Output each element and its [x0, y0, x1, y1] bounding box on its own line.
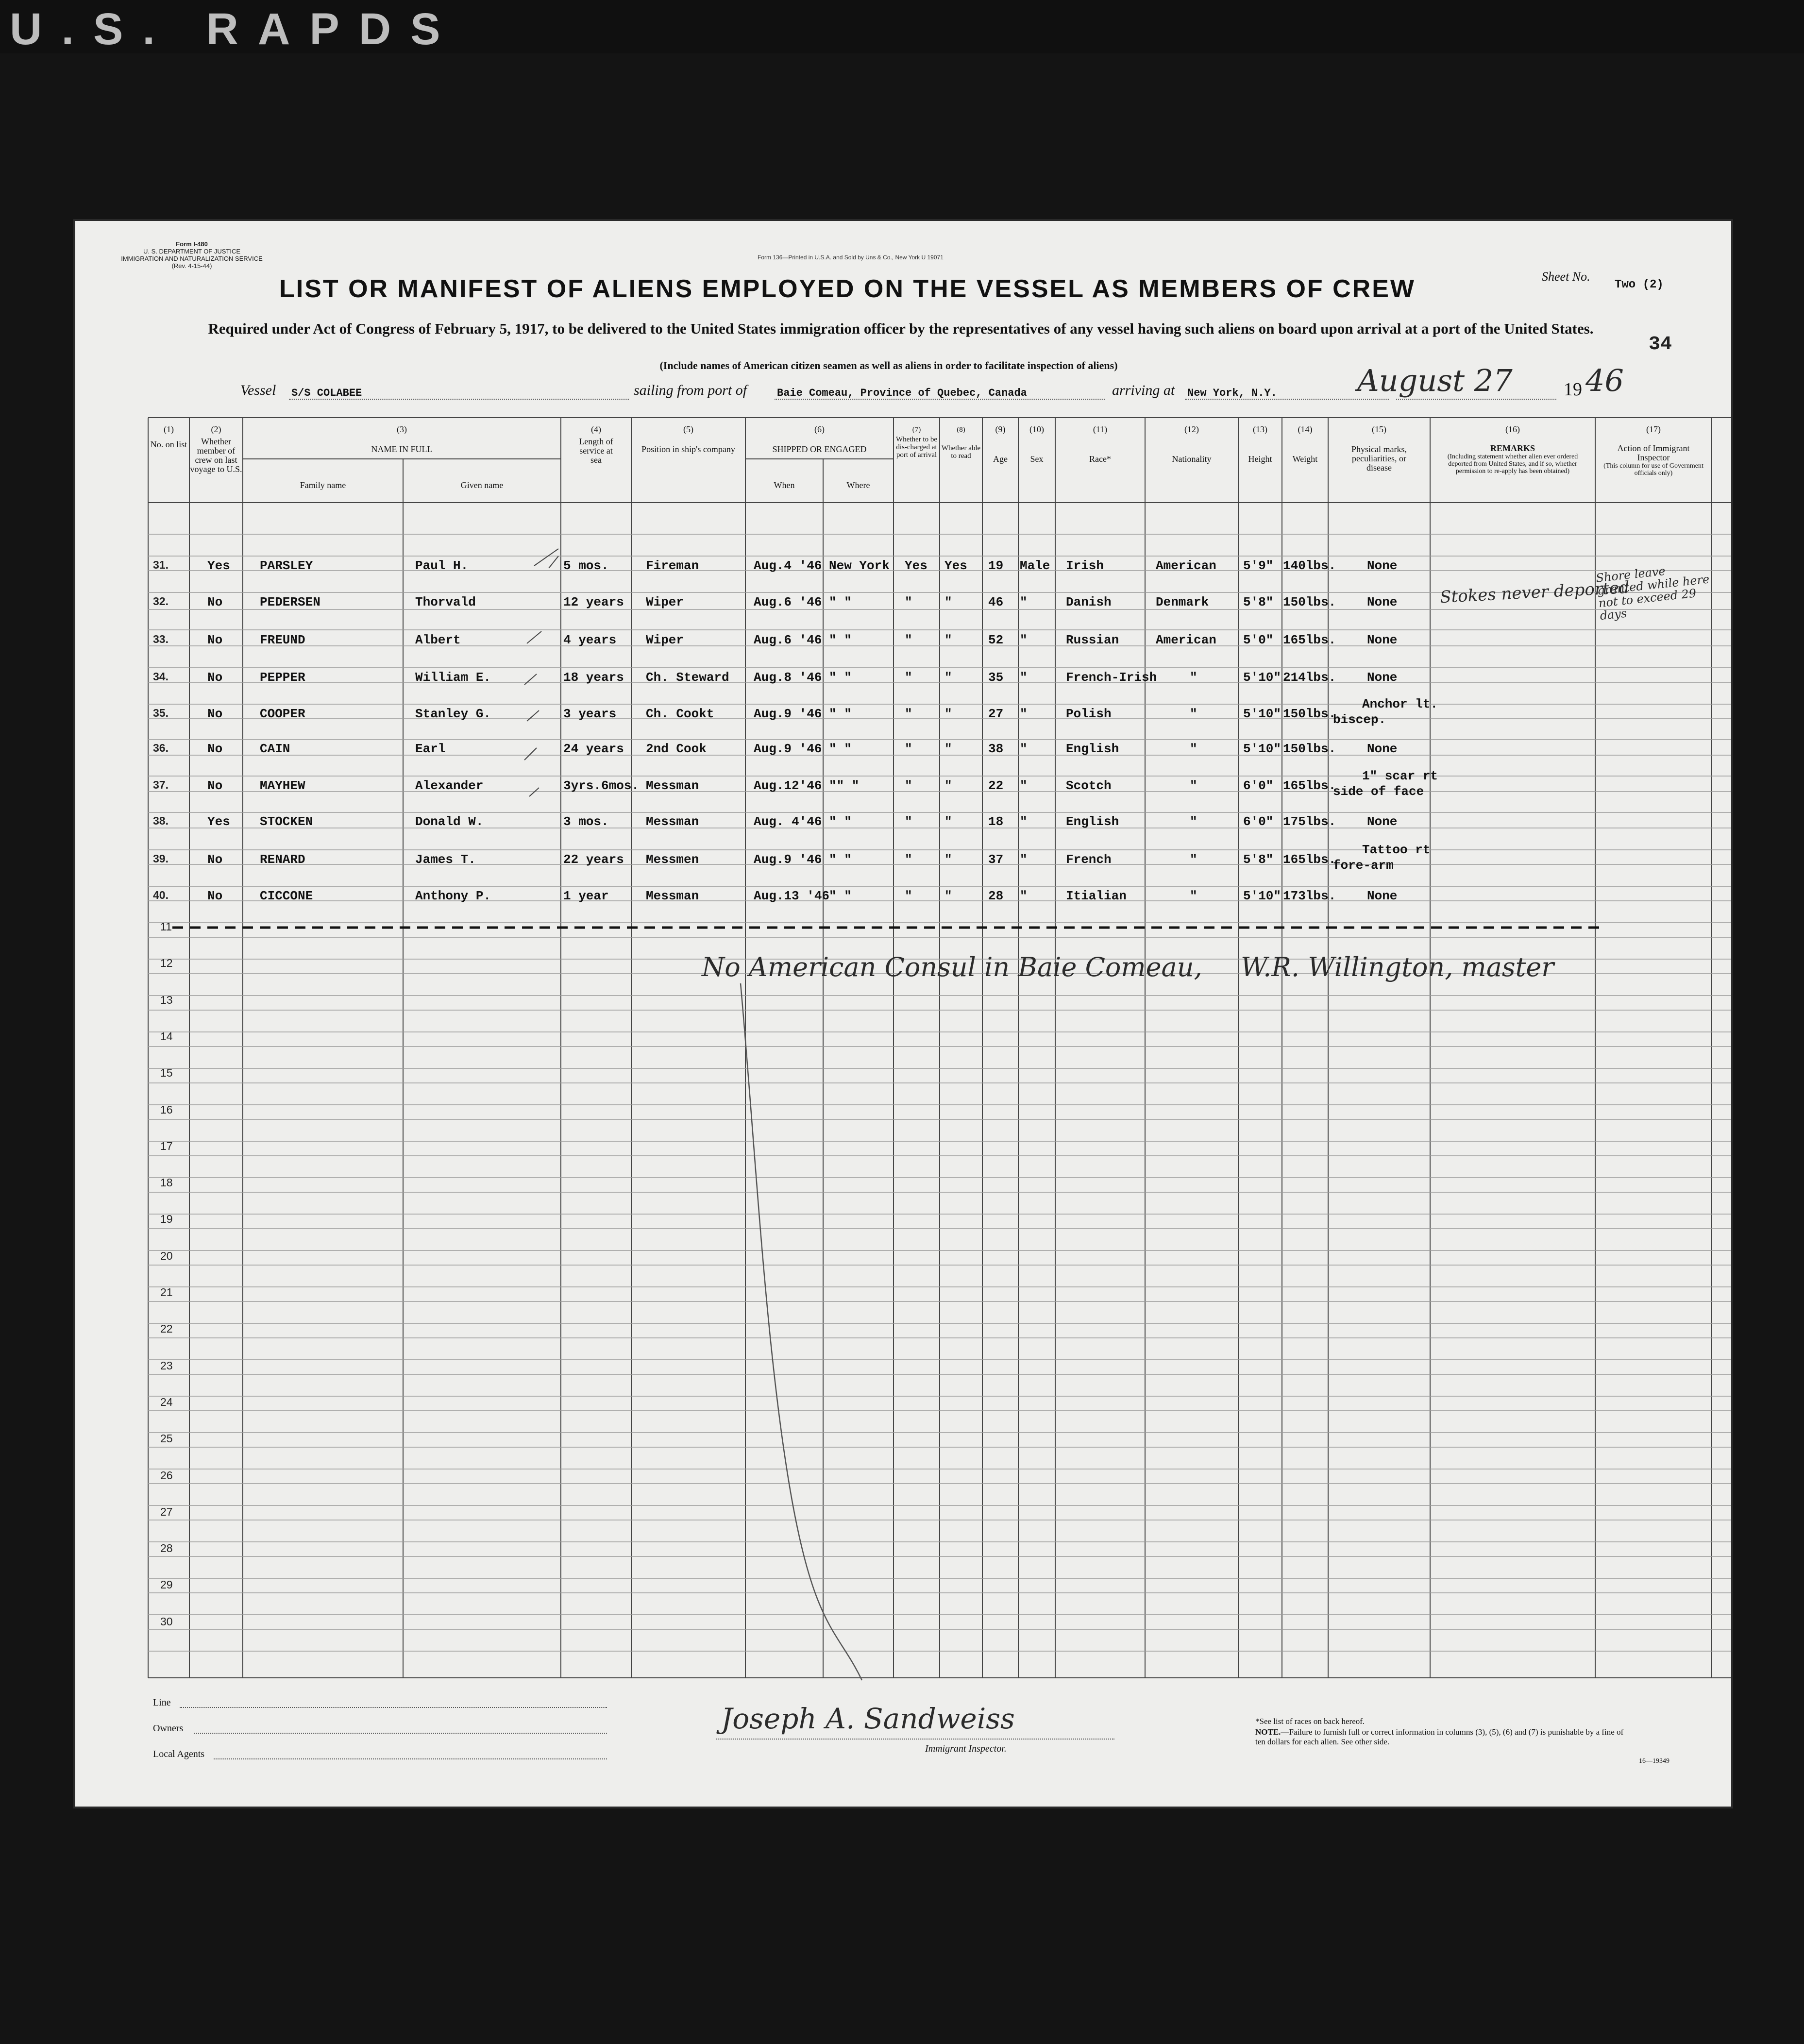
cell-height: 5'8" — [1243, 595, 1274, 609]
agents-dotline — [214, 1758, 607, 1759]
cell-position: Messman — [646, 889, 699, 903]
col-7-num: (7) — [912, 426, 921, 434]
cell-length-of-service: 22 years — [563, 852, 624, 867]
cell-race: English — [1066, 814, 1119, 829]
film-label: U.S. RAPDS — [10, 4, 460, 54]
arriving-dotline — [1185, 399, 1389, 400]
cell-age: 37 — [988, 852, 1004, 867]
cell-family-name: CAIN — [260, 742, 290, 756]
cell-weight: 165lbs. — [1283, 852, 1336, 867]
cell-last-voyage: No — [207, 778, 223, 793]
cell-sex: " — [1020, 889, 1028, 903]
cell-weight: 140lbs. — [1283, 558, 1336, 573]
cell-weight: 165lbs. — [1283, 633, 1336, 647]
col-14-header — [1282, 425, 1328, 464]
races-note: *See list of races on back hereof. — [1255, 1717, 1365, 1726]
cell-able-to-read: " — [944, 742, 952, 756]
cell-weight: 150lbs. — [1283, 707, 1336, 721]
cell-sex: " — [1020, 742, 1028, 756]
cell-weight: 150lbs. — [1283, 595, 1336, 609]
consul-note-handwritten: No American Consul in Baie Comeau, — [702, 952, 1202, 982]
cell-discharged: " — [905, 633, 912, 647]
col-12-label: Nationality — [1172, 454, 1212, 464]
col-16-header — [1430, 425, 1595, 475]
cell-race: French — [1066, 852, 1112, 867]
empty-row-number: 18 — [160, 1176, 173, 1189]
col-13-header — [1238, 425, 1282, 464]
empty-row-number: 26 — [160, 1469, 173, 1482]
arriving-label: arriving at — [1112, 382, 1175, 398]
cell-physical-marks: None — [1367, 558, 1398, 573]
cell-able-to-read: " — [944, 633, 952, 647]
cell-position: Ch. Cookt — [646, 707, 714, 721]
cell-physical-marks: None — [1367, 670, 1398, 685]
vessel-dotline — [289, 399, 629, 400]
cell-family-name: CICCONE — [260, 889, 313, 903]
empty-row-number: 30 — [160, 1615, 173, 1628]
service-name: IMMIGRATION AND NATURALIZATION SERVICE — [121, 255, 263, 262]
cell-shipped-where: " " — [829, 595, 852, 609]
cell-sex: " — [1020, 778, 1028, 793]
cell-given-name: Alexander — [415, 778, 484, 793]
cell-length-of-service: 4 years — [563, 633, 617, 647]
empty-row-number: 25 — [160, 1432, 173, 1445]
cell-given-name: Thorvald — [415, 595, 476, 609]
cell-able-to-read: " — [944, 707, 952, 721]
cell-last-voyage: No — [207, 852, 223, 867]
cell-able-to-read: " — [944, 814, 952, 829]
film-strip — [0, 0, 1804, 53]
cell-length-of-service: 3yrs.6mos. — [563, 778, 640, 793]
cell-row-number: 32. — [153, 595, 169, 608]
cell-last-voyage: No — [207, 670, 223, 685]
cell-shipped-when: Aug.6 '46 — [754, 633, 822, 647]
col-15-header — [1328, 425, 1430, 473]
cell-discharged: " — [905, 707, 912, 721]
cell-discharged: " — [905, 742, 912, 756]
empty-row-number: 29 — [160, 1578, 173, 1591]
cell-row-number: 31. — [153, 558, 169, 571]
cell-last-voyage: No — [207, 742, 223, 756]
year-prefix: 19 — [1564, 379, 1582, 400]
col-9-num: (9) — [995, 424, 1006, 434]
sheet-value: Two (2) — [1615, 278, 1664, 291]
cell-position: Ch. Steward — [646, 670, 729, 685]
cell-position: Messmen — [646, 852, 699, 867]
cell-position: 2nd Cook — [646, 742, 707, 756]
cell-given-name: James T. — [415, 852, 476, 867]
cell-shipped-when: Aug.8 '46 — [754, 670, 822, 685]
cell-shipped-where: " " — [829, 852, 852, 867]
col-9-label: Age — [993, 454, 1008, 464]
given-name-header: Given name — [460, 480, 504, 490]
cell-race: English — [1066, 742, 1119, 756]
cell-physical-marks: 1" scar rt — [1362, 769, 1438, 783]
cell-family-name: PEDERSEN — [260, 595, 320, 609]
col-13-num: (13) — [1253, 424, 1267, 434]
empty-row-number: 14 — [160, 1030, 173, 1043]
cell-shipped-when: Aug.9 '46 — [754, 742, 822, 756]
empty-row-number: 13 — [160, 993, 173, 1006]
empty-row-number: 16 — [160, 1103, 173, 1116]
cell-nationality: " — [1190, 742, 1197, 756]
cell-shipped-when: Aug.13 '46 — [754, 889, 830, 903]
cell-discharged: " — [905, 889, 912, 903]
cell-family-name: RENARD — [260, 852, 305, 867]
empty-row-number: 21 — [160, 1286, 173, 1299]
year-handwritten: 46 — [1585, 363, 1624, 398]
empty-row-number: 20 — [160, 1249, 173, 1262]
cell-given-name: Anthony P. — [415, 889, 491, 903]
department-name: U. S. DEPARTMENT OF JUSTICE — [143, 248, 241, 255]
note-text: —Failure to furnish full or correct information in columns (3), (5), (6) and (7) is punishable by a fine of ten dollars for each alien. See other side. — [1255, 1727, 1624, 1746]
col-11-label: Race* — [1089, 454, 1111, 464]
cell-length-of-service: 1 year — [563, 889, 609, 903]
col-14-label: Weight — [1292, 454, 1318, 464]
cell-shipped-where: " " — [829, 670, 852, 685]
page-number: 34 — [1649, 334, 1672, 355]
col-8-label: Whether able to read — [941, 444, 981, 460]
cell-race: Russian — [1066, 633, 1119, 647]
cell-discharged: " — [905, 670, 912, 685]
cell-sex: " — [1020, 814, 1028, 829]
cell-family-name: PEPPER — [260, 670, 305, 685]
col-4-label: Length of service at sea — [579, 437, 613, 465]
cell-given-name: Paul H. — [415, 558, 469, 573]
cell-row-number: 40. — [153, 889, 169, 901]
cell-shipped-when: Aug.4 '46 — [754, 558, 822, 573]
cell-nationality: " — [1190, 852, 1197, 867]
sailing-label: sailing from port of — [634, 382, 747, 398]
cell-given-name: Earl — [415, 742, 446, 756]
col-3-label: NAME IN FULL — [371, 444, 433, 454]
cell-last-voyage: No — [207, 595, 223, 609]
col-2-header — [189, 425, 243, 474]
cell-length-of-service: 3 years — [563, 707, 617, 721]
col-16-label: REMARKS — [1490, 443, 1535, 453]
vessel-name: S/S COLABEE — [291, 387, 362, 399]
cell-shipped-when: Aug.9 '46 — [754, 852, 822, 867]
cell-length-of-service: 5 mos. — [563, 558, 609, 573]
cell-physical-marks: None — [1367, 742, 1398, 756]
cell-row-number: 34. — [153, 670, 169, 683]
col-13-label: Height — [1248, 454, 1272, 464]
cell-nationality: " — [1190, 670, 1197, 685]
empty-row-number: 19 — [160, 1213, 173, 1226]
sailing-dotline — [775, 399, 1105, 400]
cell-family-name: MAYHEW — [260, 778, 305, 793]
cell-able-to-read: " — [944, 778, 952, 793]
vessel-label: Vessel — [240, 382, 276, 398]
col-5-label: Position in ship's company — [641, 444, 735, 454]
cell-nationality: American — [1156, 633, 1216, 647]
empty-row-number: 11 — [160, 920, 172, 933]
cell-able-to-read: " — [944, 889, 952, 903]
form-code: 16—19349 — [1639, 1757, 1669, 1765]
col-2-num: (2) — [211, 424, 221, 434]
include-note: (Include names of American citizen seamen as well as aliens in order to facilitate inspection of aliens) — [659, 359, 1118, 372]
col-5-num: (5) — [683, 424, 693, 434]
shipped-where-header: Where — [846, 480, 870, 490]
cell-given-name: Donald W. — [415, 814, 484, 829]
cell-nationality: " — [1190, 778, 1197, 793]
cell-race: Itialian — [1066, 889, 1127, 903]
cell-family-name: STOCKEN — [260, 814, 313, 829]
col-11-header — [1055, 425, 1145, 464]
cell-shipped-when: Aug.12'46 — [754, 778, 822, 793]
cell-shipped-when: Aug. 4'46 — [754, 814, 822, 829]
cell-weight: 165lbs. — [1283, 778, 1336, 793]
col-8-num: (8) — [957, 426, 965, 434]
cell-age: 46 — [988, 595, 1004, 609]
cell-physical-marks: Tattoo rt — [1362, 843, 1431, 857]
col-1-label: No. on list — [150, 439, 187, 449]
cell-race: French-Irish — [1066, 670, 1157, 685]
cell-position: Fireman — [646, 558, 699, 573]
shipped-when-header: When — [774, 480, 795, 490]
cell-age: 35 — [988, 670, 1004, 685]
statute-note: Required under Act of Congress of February 5, 1917, to be delivered to the United States immigration officer by the representatives of any vessel having such aliens on board upon arrival at a port of the United States. — [208, 320, 1594, 337]
owners-dotline — [194, 1733, 607, 1734]
cell-age: 22 — [988, 778, 1004, 793]
cell-row-number: 33. — [153, 633, 169, 645]
inspector-action-handwritten: Shore leave granted while here not to exceed 29 days — [1595, 564, 1710, 623]
cell-height: 6'0" — [1243, 778, 1274, 793]
revision-date: (Rev. 4-15-44) — [171, 262, 212, 270]
cell-last-voyage: No — [207, 889, 223, 903]
col-10-num: (10) — [1029, 424, 1044, 434]
cell-physical-marks: None — [1367, 889, 1398, 903]
cell-sex: " — [1020, 633, 1028, 647]
cell-weight: 150lbs. — [1283, 742, 1336, 756]
cell-race: Danish — [1066, 595, 1112, 609]
col-8-header — [940, 426, 982, 460]
cell-family-name: PARSLEY — [260, 558, 313, 573]
cell-discharged: " — [905, 814, 912, 829]
cell-able-to-read: " — [944, 595, 952, 609]
empty-row-number: 15 — [160, 1066, 173, 1080]
cell-height: 6'0" — [1243, 814, 1274, 829]
sheet-label: Sheet No. — [1542, 270, 1590, 284]
empty-row-number: 22 — [160, 1322, 173, 1335]
cell-row-number: 39. — [153, 852, 169, 865]
owners-label: Owners — [153, 1723, 184, 1734]
col-7-header — [894, 426, 940, 459]
date-dotline — [1396, 399, 1556, 400]
agents-label: Local Agents — [153, 1749, 205, 1759]
cell-row-number: 37. — [153, 778, 169, 791]
cell-able-to-read: " — [944, 670, 952, 685]
cell-weight: 214lbs. — [1283, 670, 1336, 685]
cell-height: 5'8" — [1243, 852, 1274, 867]
cell-length-of-service: 24 years — [563, 742, 624, 756]
cell-shipped-where: " " — [829, 707, 852, 721]
col-15-label: Physical marks, peculiarities, or disease — [1351, 444, 1407, 473]
cell-physical-marks: None — [1367, 595, 1398, 609]
cell-shipped-where: " " — [829, 742, 852, 756]
cell-nationality: American — [1156, 558, 1216, 573]
cell-length-of-service: 12 years — [563, 595, 624, 609]
cell-sex: Male — [1020, 558, 1050, 573]
cell-row-number: 35. — [153, 707, 169, 719]
col-15-num: (15) — [1372, 424, 1386, 434]
family-name-header: Family name — [300, 480, 346, 490]
empty-row-number: 27 — [160, 1505, 173, 1518]
col-17-header — [1595, 425, 1712, 477]
cell-age: 19 — [988, 558, 1004, 573]
cell-discharged: " — [905, 595, 912, 609]
cell-race: Irish — [1066, 558, 1104, 573]
cell-physical-marks-continued: biscep. — [1333, 712, 1386, 727]
printer-note: Form 136—Printed in U.S.A. and Sold by Uns & Co., New York U 19071 — [758, 254, 944, 261]
cell-position: Wiper — [646, 633, 684, 647]
cell-shipped-when: Aug.9 '46 — [754, 707, 822, 721]
cell-length-of-service: 3 mos. — [563, 814, 609, 829]
cell-age: 38 — [988, 742, 1004, 756]
col-10-label: Sex — [1030, 454, 1044, 464]
col-14-num: (14) — [1298, 424, 1313, 434]
cell-sex: " — [1020, 595, 1028, 609]
cell-shipped-where: New York — [829, 558, 890, 573]
page-title: LIST OR MANIFEST OF ALIENS EMPLOYED ON THE VESSEL AS MEMBERS OF CREW — [279, 275, 1416, 303]
col-7-label: Whether to be dis-charged at port of arrival — [896, 436, 937, 459]
cell-race: Scotch — [1066, 778, 1112, 793]
col-16-num: (16) — [1505, 424, 1520, 434]
cell-given-name: William E. — [415, 670, 491, 685]
col-5-header — [631, 425, 745, 454]
col-10-header — [1018, 425, 1055, 464]
empty-row-number: 24 — [160, 1395, 173, 1408]
cell-physical-marks: None — [1367, 633, 1398, 647]
cell-given-name: Albert — [415, 633, 461, 647]
cell-shipped-where: "" " — [829, 778, 860, 793]
cell-weight: 173lbs. — [1283, 889, 1336, 903]
cell-row-number: 38. — [153, 814, 169, 827]
cell-age: 18 — [988, 814, 1004, 829]
empty-row-number: 17 — [160, 1139, 173, 1152]
cell-family-name: COOPER — [260, 707, 305, 721]
cell-weight: 175lbs. — [1283, 814, 1336, 829]
cell-age: 28 — [988, 889, 1004, 903]
col-3-header — [243, 425, 561, 454]
empty-row-number: 23 — [160, 1359, 173, 1372]
cell-able-to-read: " — [944, 852, 952, 867]
cell-shipped-where: " " — [829, 633, 852, 647]
cell-age: 27 — [988, 707, 1004, 721]
cell-position: Wiper — [646, 595, 684, 609]
col-9-header — [982, 425, 1018, 464]
cell-able-to-read: Yes — [944, 558, 967, 573]
empty-row-number: 28 — [160, 1542, 173, 1555]
col-12-num: (12) — [1184, 424, 1199, 434]
cell-height: 5'10" — [1243, 670, 1281, 685]
inspector-label: Immigrant Inspector. — [925, 1743, 1007, 1754]
cell-height: 5'0" — [1243, 633, 1274, 647]
cell-physical-marks: Anchor lt. — [1362, 697, 1438, 711]
note-label: NOTE. — [1255, 1727, 1281, 1737]
cell-shipped-where: " " — [829, 814, 852, 829]
col-2-label: Whether member of crew on last voyage to U.S. — [190, 437, 242, 474]
cell-discharged: " — [905, 778, 912, 793]
form-number: Form I-480 — [176, 240, 208, 248]
cell-nationality: " — [1190, 814, 1197, 829]
cell-last-voyage: Yes — [207, 558, 230, 573]
cell-row-number: 36. — [153, 742, 169, 754]
inspector-dotline — [716, 1739, 1114, 1740]
cell-height: 5'10" — [1243, 707, 1281, 721]
cell-last-voyage: Yes — [207, 814, 230, 829]
cell-family-name: FREUND — [260, 633, 305, 647]
col-16-sub: (Including statement whether alien ever ordered deported from United States, and if so, whether permission to re-apply has been obtained) — [1447, 453, 1578, 475]
cell-physical-marks-continued: fore-arm — [1333, 858, 1394, 873]
cell-sex: " — [1020, 707, 1028, 721]
cell-last-voyage: No — [207, 707, 223, 721]
cell-age: 52 — [988, 633, 1004, 647]
manifest-page — [75, 221, 1731, 1807]
empty-row-number: 12 — [160, 957, 173, 970]
cell-physical-marks-continued: side of face — [1333, 784, 1424, 799]
col-1-header — [148, 425, 189, 449]
col-1-num: (1) — [164, 424, 174, 434]
arrival-date-handwritten: August 27 — [1357, 363, 1513, 398]
inspector-signature: Joseph A. Sandweiss — [721, 1702, 1015, 1735]
col-17-label: Action of Immigrant Inspector — [1617, 443, 1690, 462]
col-4-num: (4) — [591, 424, 601, 434]
remark-handwritten: Stokes never deported — [1439, 577, 1630, 608]
cell-shipped-when: Aug.6 '46 — [754, 595, 822, 609]
col-12-header — [1145, 425, 1238, 464]
arriving-at: New York, N.Y. — [1187, 387, 1277, 399]
col-17-num: (17) — [1646, 424, 1661, 434]
cell-discharged: Yes — [905, 558, 927, 573]
cell-sex: " — [1020, 852, 1028, 867]
fine-note — [1255, 1727, 1624, 1747]
col-4-header — [561, 425, 631, 465]
sailing-from: Baie Comeau, Province of Quebec, Canada — [777, 387, 1027, 399]
cell-position: Messman — [646, 778, 699, 793]
cell-last-voyage: No — [207, 633, 223, 647]
cell-sex: " — [1020, 670, 1028, 685]
col-17-sub: (This column for use of Government officials only) — [1603, 462, 1703, 477]
cell-race: Polish — [1066, 707, 1112, 721]
cell-discharged: " — [905, 852, 912, 867]
cell-given-name: Stanley G. — [415, 707, 491, 721]
cell-length-of-service: 18 years — [563, 670, 624, 685]
cell-height: 5'9" — [1243, 558, 1274, 573]
cell-nationality: " — [1190, 889, 1197, 903]
cell-height: 5'10" — [1243, 889, 1281, 903]
cell-height: 5'10" — [1243, 742, 1281, 756]
cell-nationality: Denmark — [1156, 595, 1209, 609]
cell-physical-marks: None — [1367, 814, 1398, 829]
col-6-num: (6) — [814, 424, 825, 434]
department-block — [119, 240, 265, 270]
col-6-header — [745, 425, 894, 454]
cell-nationality: " — [1190, 707, 1197, 721]
cell-shipped-where: " " — [829, 889, 852, 903]
line-dotline — [180, 1707, 607, 1708]
line-label: Line — [153, 1697, 171, 1708]
master-signature: W.R. Willington, master — [1241, 952, 1554, 982]
cell-position: Messman — [646, 814, 699, 829]
col-3-num: (3) — [397, 424, 407, 434]
col-11-num: (11) — [1093, 424, 1108, 434]
col-6-label: SHIPPED OR ENGAGED — [772, 444, 867, 454]
